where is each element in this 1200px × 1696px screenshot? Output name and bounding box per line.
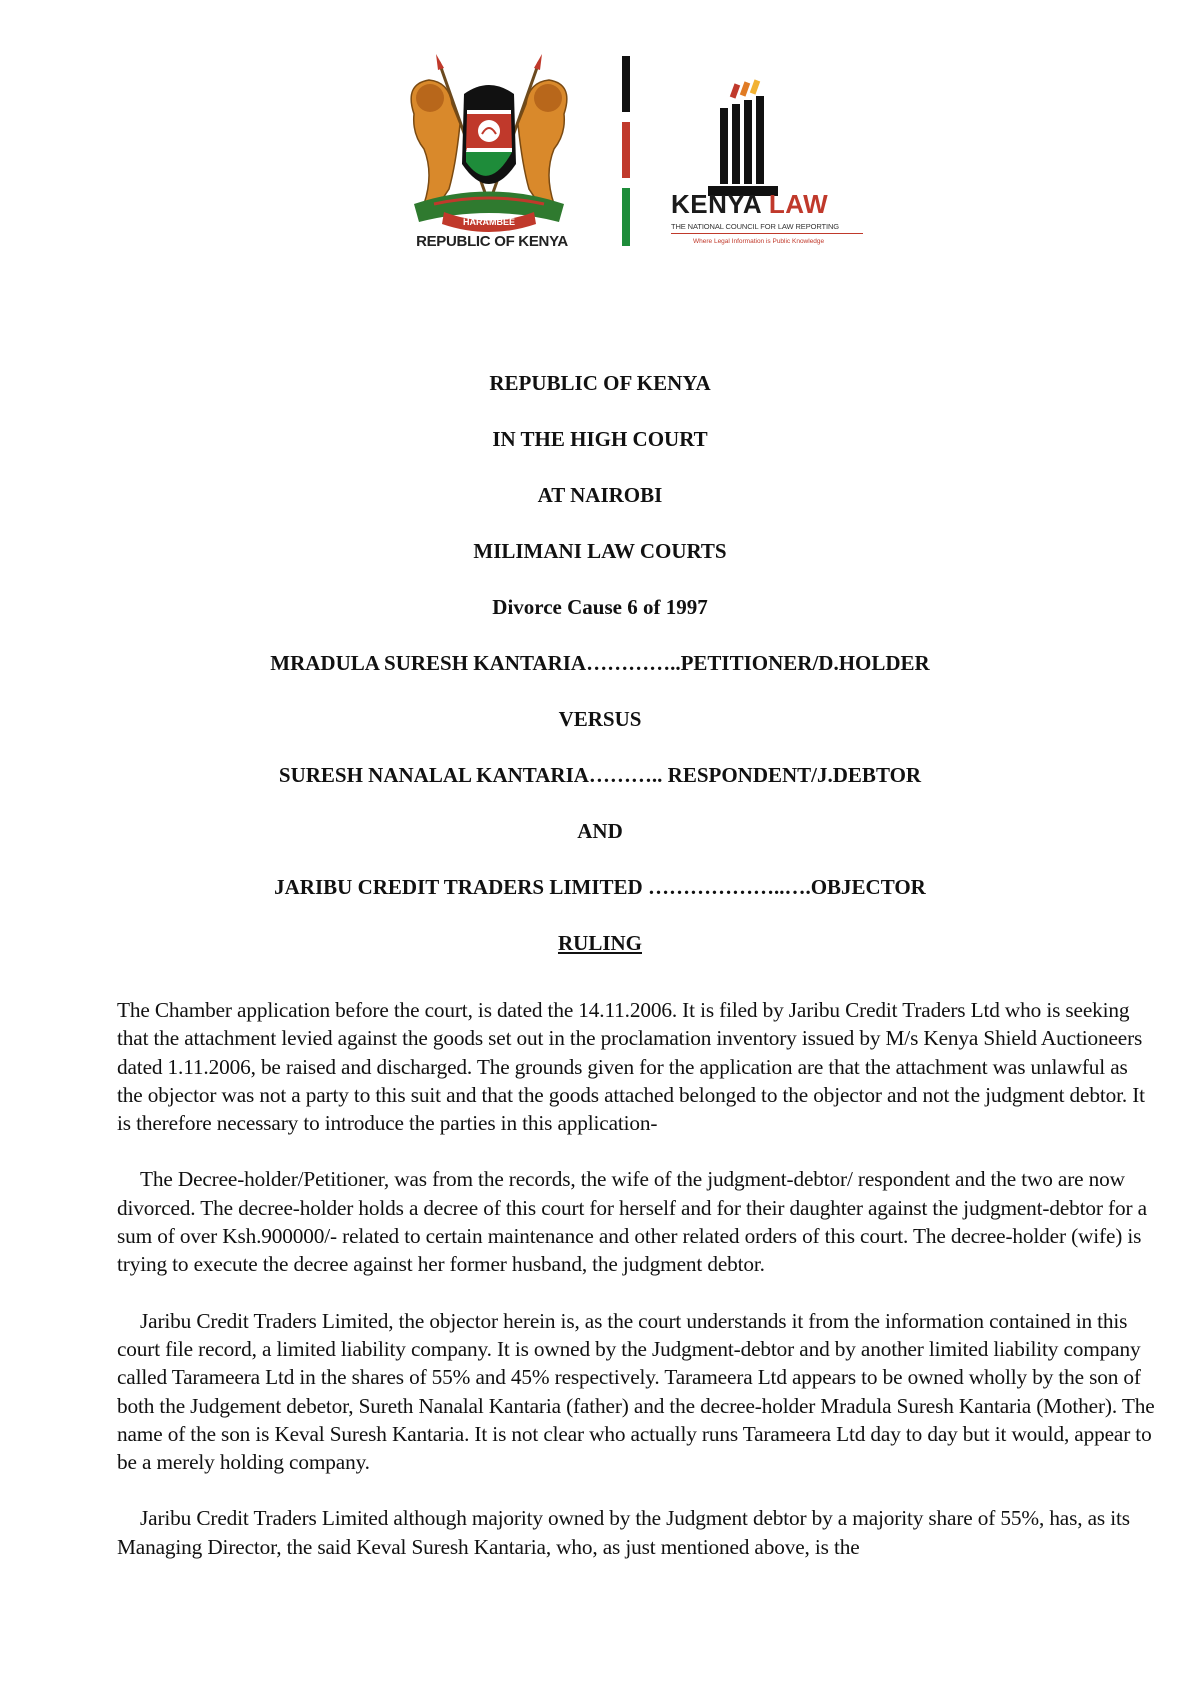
paragraph-3: Jaribu Credit Traders Limited, the objector herein is, as the court understands it from the information contained in this court file record, a limited liability company. It is owned by the Judgment-debtor and by another limited liability company called Tarameera Ltd in the shares of 55% and 45% respectively. Tarameera Ltd appears to be owned wholly by the son of both the Judgement debetor, Sureth Nanalal Kantaria (father) and the decree-holder Mradula Suresh Kantaria (Mother). The name of the son is Keval Suresh Kantaria. It is not clear who actually runs Tarameera Ltd day to day but it would, appear to be a merely holding company. [117,1308,1155,1475]
republic-heading: REPUBLIC OF KENYA [489,371,711,395]
paragraph-2: The Decree-holder/Petitioner, was from the records, the wife of the judgment-debtor/ respondent and the two are now divorced. The decree-holder holds a decree of this court for herself and for their daughter against the judgment-debtor for a sum of over Ksh.900000/- related to certain maintenance and other related orders of this court. The decree-holder (wife) is trying to execute the decree against her former husband, the judgment debtor. [117,1167,1147,1277]
kenya-law-title-part2: LAW [768,189,829,219]
kenya-law-subtitle: THE NATIONAL COUNCIL FOR LAW REPORTING [671,222,863,234]
kenya-law-title [671,189,828,220]
court-heading: IN THE HIGH COURT [492,427,708,451]
petitioner-line: MRADULA SURESH KANTARIA…………..PETITIONER/D.HOLDER [270,651,930,675]
paragraph-4: Jaribu Credit Traders Limited although majority owned by the Judgment debtor by a majority share of 55%, has, as its Managing Director, the said Keval Suresh Kantaria, who, as just mentioned above, is the [117,1506,1130,1559]
case-number: Divorce Cause 6 of 1997 [492,595,708,619]
registry-heading: MILIMANI LAW COURTS [473,539,727,563]
kenya-law-pillars-icon [660,74,860,264]
ruling-heading: RULING [557,931,642,955]
coat-of-arms-icon [394,54,584,254]
location-heading: AT NAIROBI [537,483,663,507]
objector-line: JARIBU CREDIT TRADERS LIMITED ………………..….OBJECTOR [274,875,926,899]
kenya-law-title-part1: KENYA [671,189,769,219]
kenya-law-tagline: Where Legal Information is Public Knowledge [693,238,825,245]
paragraph-1: The Chamber application before the court, is dated the 14.11.2006. It is filed by Jaribu Credit Traders Ltd who is seeking that the attachment levied against the goods set out in the proclamation inventory issued by M/s Kenya Shield Auctioneers dated 1.11.2006, be raised and discharged. The grounds given for the application are that the attachment was unlawful as the objector was not a party to this suit and that the goods attached belonged to the objector and not the judgment debtor. It is therefore necessary to introduce the parties in this application- [117,998,1145,1136]
header-logos [0,50,1200,260]
respondent-line: SURESH NANALAL KANTARIA……….. RESPONDENT/J.DEBTOR [278,763,922,787]
and-line: AND [577,819,623,843]
ruling-body [117,996,1157,1589]
versus-line: VERSUS [558,707,642,731]
motto-text: HARAMBEE [462,217,516,227]
coat-of-arms-caption: REPUBLIC OF KENYA [416,233,568,250]
case-caption [0,370,1200,986]
flag-divider [622,56,630,246]
